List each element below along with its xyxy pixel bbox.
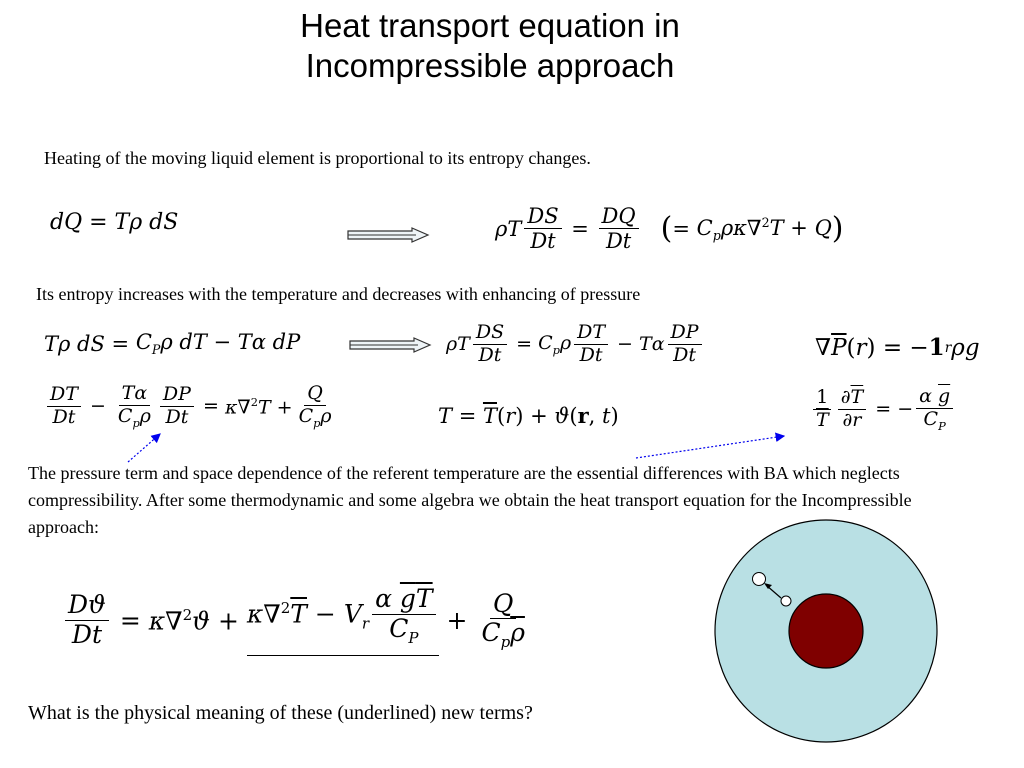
- question-text: What is the physical meaning of these (underlined) new terms?: [28, 702, 533, 724]
- equation-temperature-split: T = $\overline{T}$ ( r ) + ϑ ( r , t ): [438, 403, 619, 428]
- equation-dq: dQ = Tρ dS: [50, 210, 179, 235]
- equation-heat-transport: $\frac{Dϑ}{Dt}$ = κ∇$^2$ϑ + $\kappa\nabla^2\overline{T} - V_r$ $\frac{\alpha \overline{g}\overline{T}}{C_P}$ + $\frac{Q}{C_p\overline{\rho}}$: [62, 585, 531, 656]
- equation-pressure-gradient: ∇ $\overline{P}$ ( r ) = − 1 r ρg: [815, 334, 980, 361]
- pressure-paragraph: The pressure term and space dependence of the referent temperature are the essential differences with BA which neglects compressibility. After some thermodynamic and some algebra we obtain the heat transport equation for the Incompressible approach:: [28, 463, 912, 537]
- equation-rho-t-ds: ρT $\frac{DS}{Dt}$ = $\frac{DQ}{Dt}$ ( = $C_p\rho\kappa\nabla^2T + Q$ ): [495, 204, 844, 254]
- equation-reference-gradient: $\frac{1}{T}$ $\frac{\partial\overline{T}}{\partial r}$ = − $\frac{\alpha \overline{g}}{C_P}$: [810, 386, 956, 433]
- double-arrow-icon: [348, 336, 432, 354]
- inner-particle: [781, 596, 791, 606]
- double-arrow-icon: [346, 226, 430, 244]
- convection-diagram: [714, 518, 938, 744]
- equation-tds: Tρ dS = $C_P\rho$ dT − Tα dP: [44, 330, 301, 358]
- underlined-terms: $\kappa\nabla^2\overline{T} - V_r$ $\frac{\alpha \overline{g}\overline{T}}{C_P}$: [247, 585, 439, 656]
- outer-particle: [753, 573, 766, 586]
- title-line-2: Incompressible approach: [305, 47, 675, 84]
- entropy-statement: Its entropy increases with the temperature and decreases with enhancing of pressure: [36, 284, 641, 304]
- page-title: [0, 6, 980, 86]
- equation-temperature-evolution: $\frac{DT}{Dt}$ − $\frac{T\alpha}{C_p\rho}$ $\frac{DP}{Dt}$ = κ∇$^2$T + $\frac{Q}{C_p\rho}$: [44, 383, 338, 430]
- inner-core-circle: [789, 594, 863, 668]
- equation-entropy-rate: ρT $\frac{DS}{Dt}$ = $C_p\rho$ $\frac{DT}{Dt}$ − Tα $\frac{DP}{Dt}$: [446, 322, 705, 367]
- heating-statement: Heating of the moving liquid element is proportional to its entropy changes.: [44, 148, 591, 168]
- title-line-1: Heat transport equation in: [300, 7, 680, 44]
